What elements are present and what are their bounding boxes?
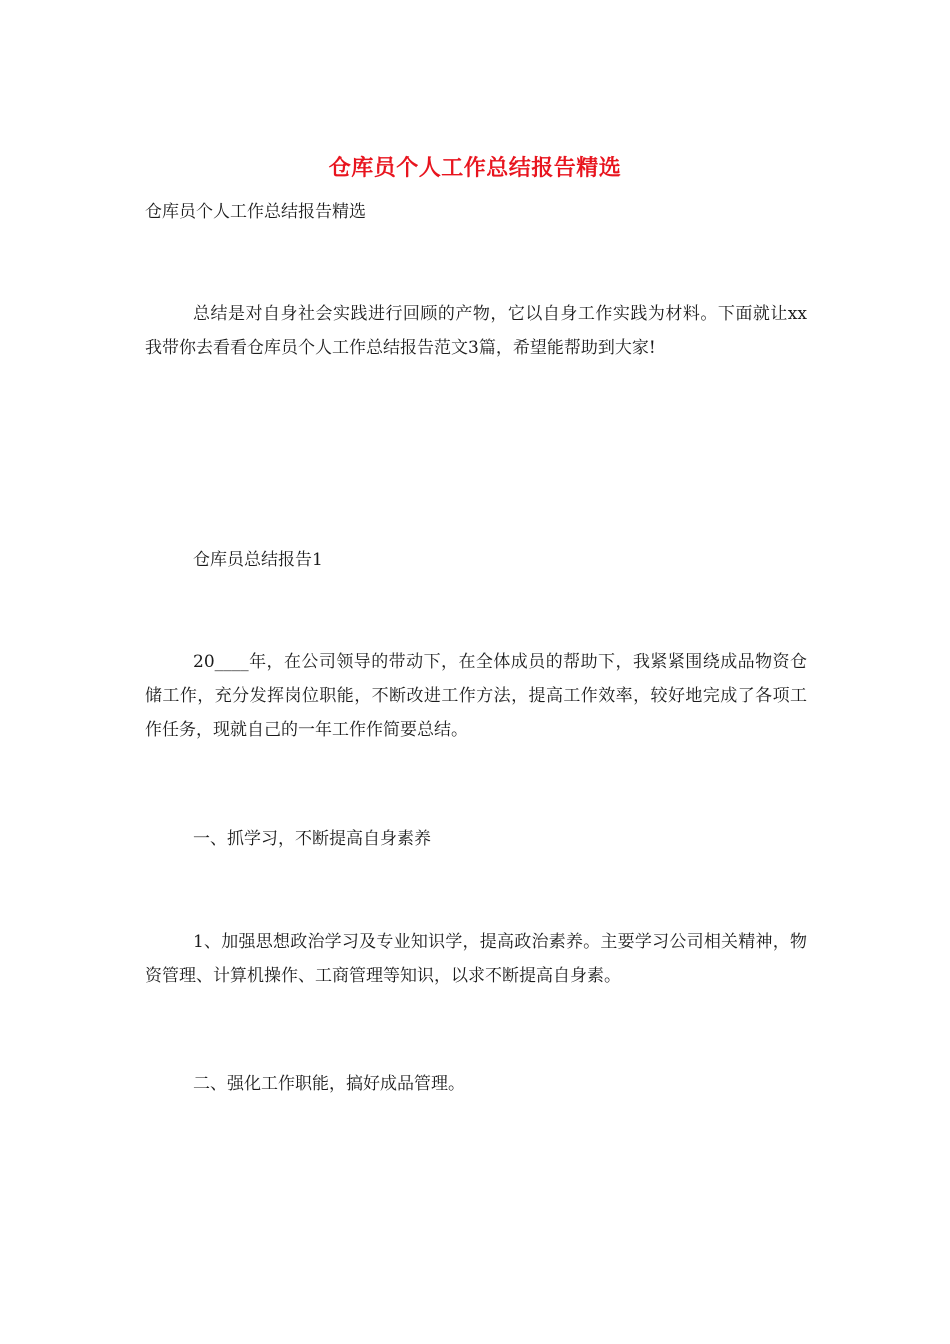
section-heading-1: 一、抓学习，不断提高自身素养 <box>193 829 431 849</box>
document-title: 仓库员个人工作总结报告精选 <box>328 155 622 181</box>
body-paragraph-1: 20____年，在公司领导的带动下，在全体成员的帮助下，我紧紧围绕成品物资仓储工作，充分发挥岗位职能，不断改进工作方法，提高工作效率，较好地完成了各项工作任务，现就自己的一年工作作简要总结。 <box>145 652 807 740</box>
document-subtitle: 仓库员个人工作总结报告精选 <box>145 202 366 222</box>
intro-paragraph: 总结是对自身社会实践进行回顾的产物，它以自身工作实践为材料。下面就让xx我带你去看看仓库员个人工作总结报告范文3篇，希望能帮助到大家! <box>145 304 807 358</box>
body-paragraph-2: 1、加强思想政治学习及专业知识学，提高政治素养。主要学习公司相关精神，物资管理、计算机操作、工商管理等知识，以求不断提高自身素。 <box>145 932 807 986</box>
section-heading-2: 二、强化工作职能，搞好成品管理。 <box>193 1074 465 1094</box>
report-heading: 仓库员总结报告1 <box>193 550 323 570</box>
